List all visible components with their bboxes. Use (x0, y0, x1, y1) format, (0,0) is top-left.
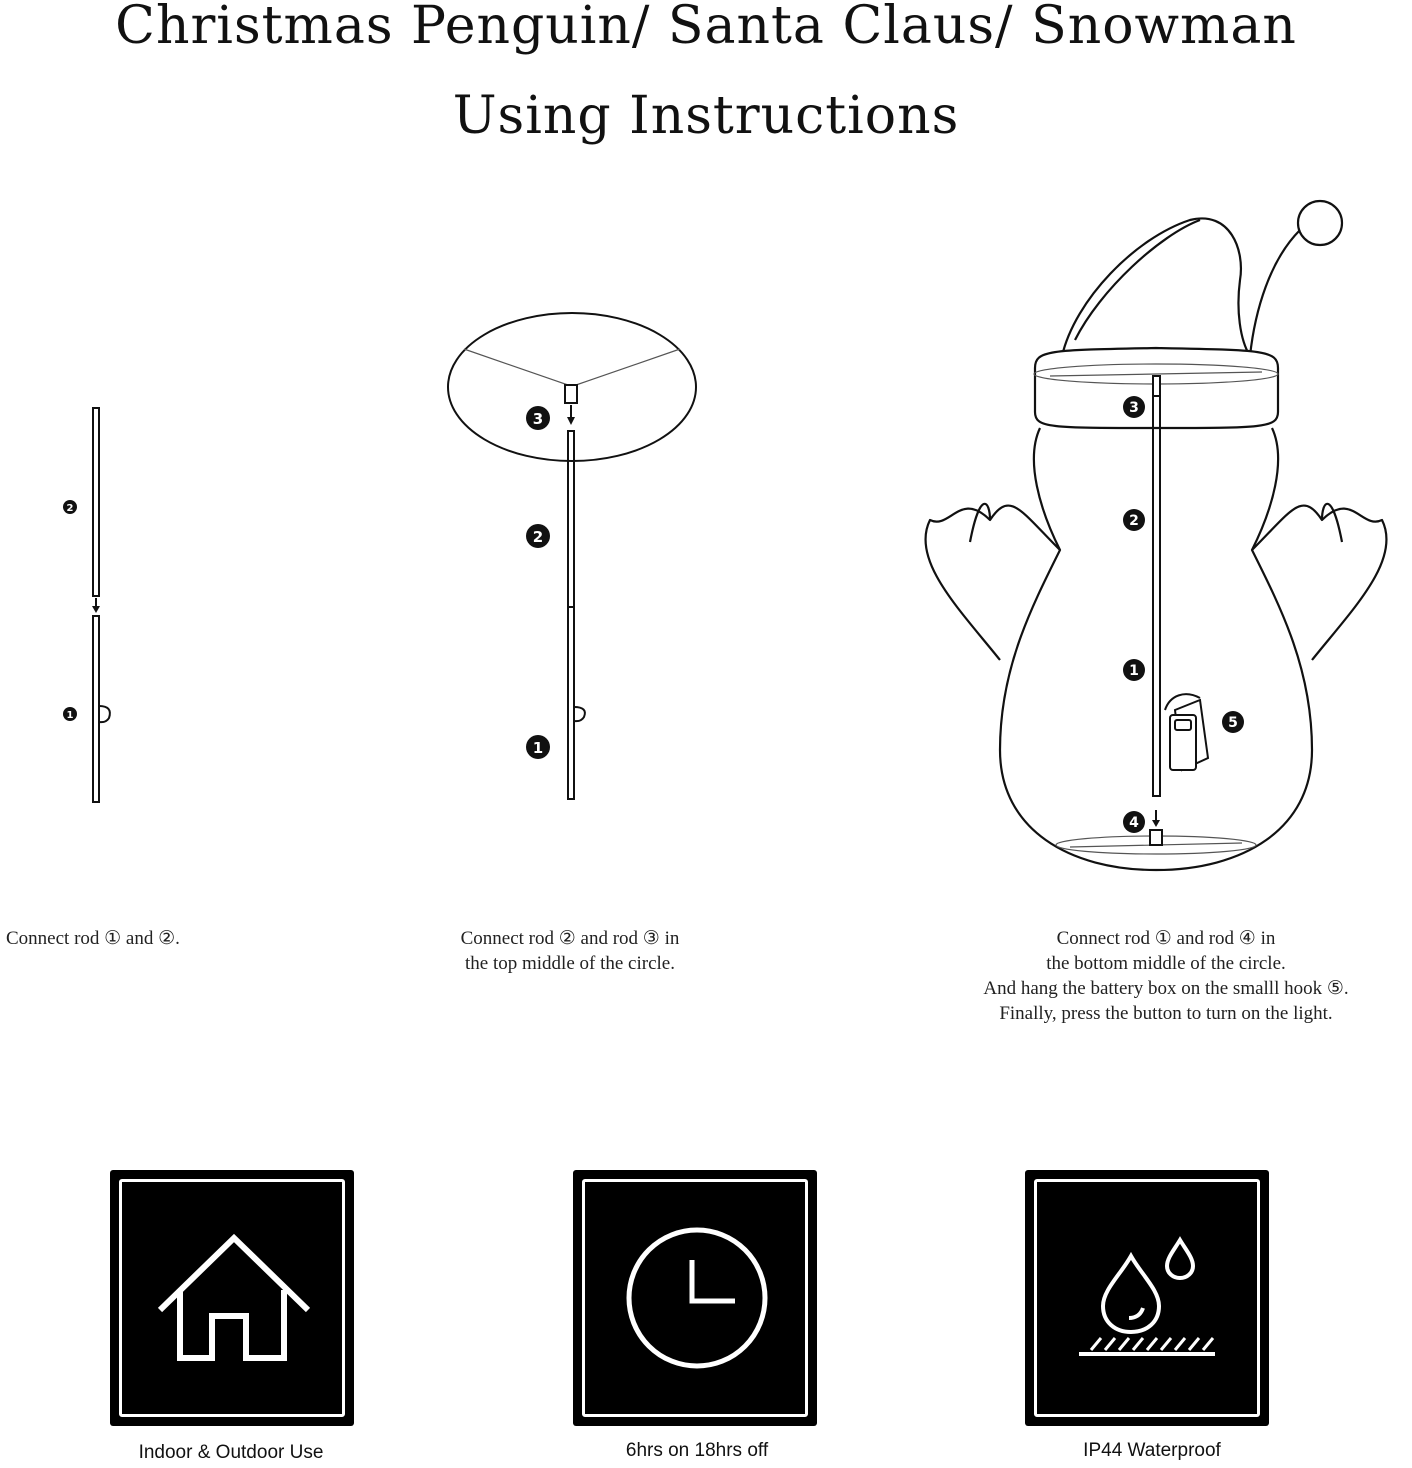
step2-marker-3: 3 (532, 410, 544, 428)
waterproof-label: IP44 Waterproof (1083, 1440, 1221, 1461)
caption-line: Connect rod ① and rod ④ in (1056, 928, 1276, 949)
step2-ring-diagram (440, 305, 710, 815)
timer-badge (573, 1170, 817, 1426)
caption-line: Finally, press the button to turn on the light. (999, 1003, 1333, 1024)
step3-marker-1: 1 (1129, 663, 1139, 679)
page-title: Christmas Penguin/ Santa Claus/ Snowman (115, 0, 1297, 56)
step2-marker-2: 2 (532, 528, 544, 546)
step2-marker-1: 1 (532, 739, 544, 757)
caption-line: Connect rod ① and ②. (6, 928, 180, 949)
clock-icon (573, 1170, 817, 1426)
step1-marker-2: 2 (66, 503, 74, 514)
house-icon (110, 1170, 354, 1426)
water-drops-icon (1025, 1170, 1269, 1426)
indoor-outdoor-label: Indoor & Outdoor Use (138, 1442, 324, 1463)
step3-caption (940, 926, 1392, 1026)
step3-snowman-diagram (900, 190, 1412, 880)
caption-line: And hang the battery box on the smalll hook ⑤. (983, 978, 1349, 999)
step1-marker-1: 1 (66, 710, 74, 721)
step3-marker-3: 3 (1129, 400, 1139, 416)
caption-line: the bottom middle of the circle. (1046, 953, 1286, 974)
timer-label: 6hrs on 18hrs off (625, 1440, 769, 1461)
step1-caption (6, 926, 180, 951)
step3-marker-2: 2 (1129, 513, 1139, 529)
caption-line: Connect rod ② and rod ③ in (460, 928, 680, 949)
indoor-outdoor-badge (110, 1170, 354, 1426)
page-subtitle: Using Instructions (452, 86, 960, 146)
step3-marker-4: 4 (1129, 815, 1139, 831)
step3-marker-5: 5 (1228, 715, 1238, 731)
caption-line: the top middle of the circle. (465, 953, 675, 974)
step2-caption (420, 926, 720, 976)
step1-rods-diagram (50, 400, 140, 810)
waterproof-badge (1025, 1170, 1269, 1426)
